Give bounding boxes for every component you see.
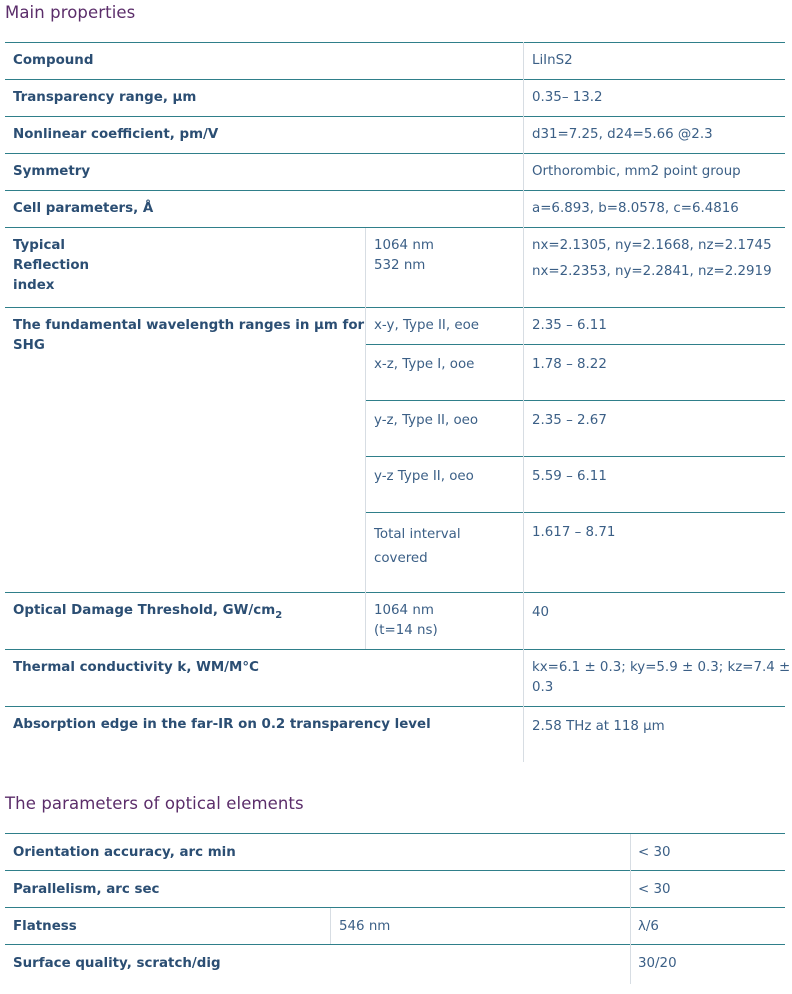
row-divider bbox=[365, 456, 785, 457]
orientation-accuracy-label: Orientation accuracy, arc min bbox=[13, 845, 236, 860]
shg-type-line: covered bbox=[374, 551, 428, 566]
column-divider bbox=[630, 834, 631, 984]
optical-elements-heading: The parameters of optical elements bbox=[5, 794, 304, 813]
reflection-wavelength: 1064 nm bbox=[374, 238, 434, 253]
nonlinear-coefficient-value: d31=7.25, d24=5.66 @2.3 bbox=[532, 127, 713, 142]
cell-parameters-value: a=6.893, b=8.0578, c=6.4816 bbox=[532, 201, 739, 216]
shg-type: y-z Type II, oeo bbox=[374, 469, 474, 484]
row-divider bbox=[5, 153, 785, 154]
surface-quality-value: 30/20 bbox=[638, 956, 677, 971]
row-divider bbox=[5, 190, 785, 191]
cell-parameters-label: Cell parameters, Å bbox=[13, 201, 154, 216]
parallelism-value: < 30 bbox=[638, 882, 671, 897]
damage-threshold-label-subscript: 2 bbox=[275, 610, 283, 621]
row-divider bbox=[5, 907, 785, 908]
reflection-index-label-line: index bbox=[13, 278, 55, 293]
row-divider bbox=[5, 307, 785, 308]
row-divider bbox=[5, 870, 785, 871]
thermal-value-line: 0.3 bbox=[532, 680, 554, 695]
shg-range: 5.59 – 6.11 bbox=[532, 469, 607, 484]
column-divider bbox=[330, 908, 331, 944]
damage-threshold-value: 40 bbox=[532, 605, 550, 620]
nonlinear-coefficient-label: Nonlinear coefficient, pm/V bbox=[13, 127, 219, 142]
absorption-edge-value: 2.58 THz at 118 µm bbox=[532, 719, 665, 734]
symmetry-value: Orthorombic, mm2 point group bbox=[532, 164, 741, 179]
row-divider bbox=[5, 592, 785, 593]
transparency-range-value: 0.35– 13.2 bbox=[532, 90, 603, 105]
shg-type-line: Total interval bbox=[374, 527, 461, 542]
orientation-accuracy-value: < 30 bbox=[638, 845, 671, 860]
compound-value: LiInS2 bbox=[532, 53, 573, 68]
shg-range: 1.78 – 8.22 bbox=[532, 357, 607, 372]
row-divider bbox=[5, 944, 785, 945]
shg-label bbox=[13, 316, 364, 356]
shg-type bbox=[374, 523, 461, 571]
row-divider bbox=[5, 42, 785, 43]
flatness-value: λ/6 bbox=[638, 919, 659, 934]
thermal-conductivity-value bbox=[532, 658, 790, 698]
shg-range: 2.35 – 6.11 bbox=[532, 318, 607, 333]
compound-label: Compound bbox=[13, 53, 94, 68]
reflection-value: nx=2.1305, ny=2.1668, nz=2.1745 bbox=[532, 238, 772, 253]
row-divider bbox=[365, 400, 785, 401]
row-divider bbox=[365, 512, 785, 513]
shg-type: x-z, Type I, ooe bbox=[374, 357, 475, 372]
shg-range: 2.35 – 2.67 bbox=[532, 413, 607, 428]
damage-threshold-condition bbox=[374, 601, 438, 641]
parallelism-label: Parallelism, arc sec bbox=[13, 882, 160, 897]
symmetry-label: Symmetry bbox=[13, 164, 91, 179]
shg-label-line: The fundamental wavelength ranges in µm for bbox=[13, 318, 365, 333]
shg-range: 1.617 – 8.71 bbox=[532, 525, 616, 540]
thermal-conductivity-label: Thermal conductivity k, WM/M°C bbox=[13, 660, 259, 675]
damage-condition-line: 1064 nm bbox=[374, 603, 434, 618]
reflection-wavelengths bbox=[374, 236, 434, 276]
main-properties-heading: Main properties bbox=[5, 3, 136, 22]
shg-type: x-y, Type II, eoe bbox=[374, 318, 480, 333]
row-divider bbox=[5, 227, 785, 228]
shg-type: y-z, Type II, oeo bbox=[374, 413, 479, 428]
damage-condition-line: (t=14 ns) bbox=[374, 623, 438, 638]
damage-threshold-label bbox=[13, 601, 282, 622]
row-divider bbox=[5, 706, 785, 707]
surface-quality-label: Surface quality, scratch/dig bbox=[13, 956, 221, 971]
row-divider bbox=[365, 344, 785, 345]
shg-label-line: SHG bbox=[13, 338, 45, 353]
row-divider bbox=[5, 116, 785, 117]
transparency-range-label: Transparency range, µm bbox=[13, 90, 197, 105]
thermal-value-line: kx=6.1 ± 0.3; ky=5.9 ± 0.3; kz=7.4 ± bbox=[532, 660, 791, 675]
reflection-index-label-line: Reflection bbox=[13, 258, 90, 273]
reflection-index-label bbox=[13, 236, 89, 296]
reflection-wavelength: 532 nm bbox=[374, 258, 426, 273]
absorption-edge-label: Absorption edge in the far-IR on 0.2 transparency level bbox=[13, 717, 431, 732]
reflection-value: nx=2.2353, ny=2.2841, nz=2.2919 bbox=[532, 264, 772, 279]
reflection-index-label-line: Typical bbox=[13, 238, 66, 253]
damage-threshold-label-text: Optical Damage Threshold, GW/cm bbox=[13, 603, 276, 618]
flatness-label: Flatness bbox=[13, 919, 77, 934]
flatness-wavelength: 546 nm bbox=[339, 919, 391, 934]
column-divider bbox=[523, 42, 524, 762]
column-divider bbox=[365, 228, 366, 649]
row-divider bbox=[5, 649, 785, 650]
row-divider bbox=[5, 79, 785, 80]
row-divider bbox=[5, 833, 785, 834]
reflection-values bbox=[532, 233, 772, 285]
